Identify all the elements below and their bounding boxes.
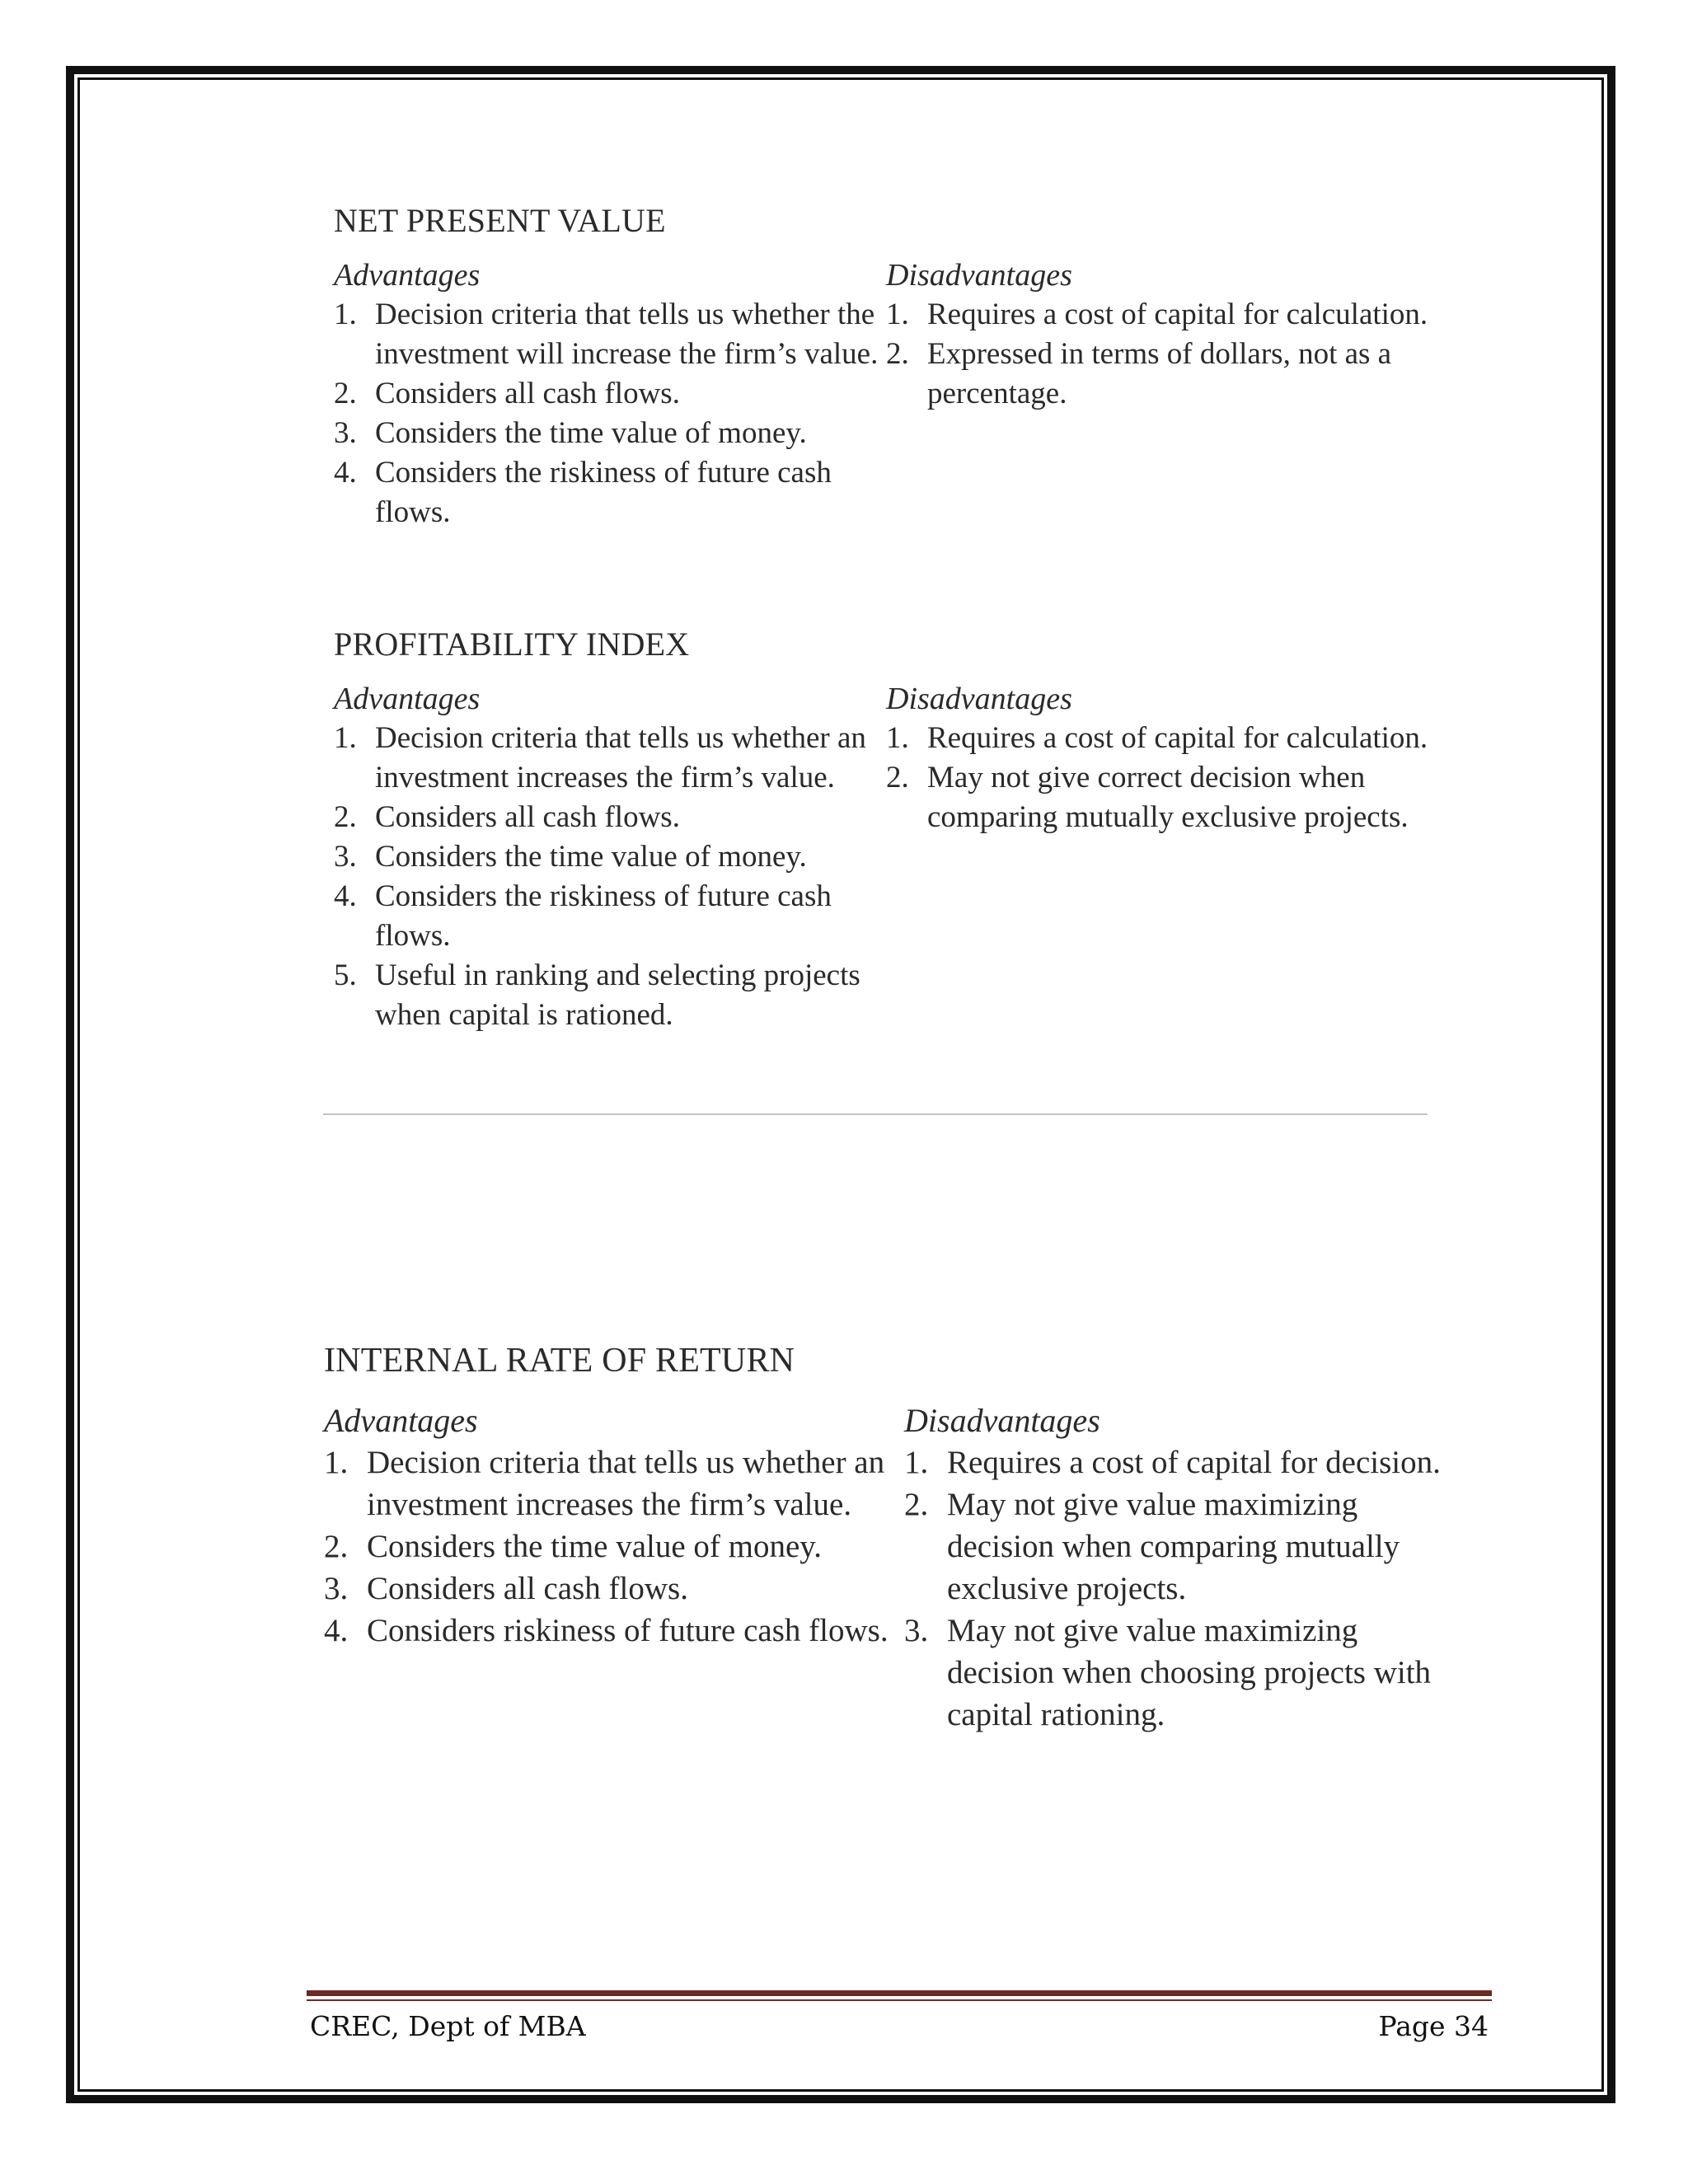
section-internal-rate-of-return [324,1343,1445,1736]
list-item-text: Considers all cash flows. [367,1571,688,1606]
list-item [334,837,886,877]
list-item [904,1610,1445,1736]
list-item-number: 2. [324,1529,349,1564]
list-item-text: Considers all cash flows. [375,377,680,410]
disadvantages-list [904,1441,1445,1736]
page-footer [310,2006,1489,2047]
list-item [334,877,886,956]
list-item-number: 2. [904,1487,929,1522]
list-item-text: May not give value maximizing decision when choosing projects with capital rationing. [947,1613,1432,1732]
disadvantages-heading: Disadvantages [886,258,1072,293]
list-item-text: Requires a cost of capital for calculation. [927,298,1428,331]
list-item-number: 4. [334,456,357,490]
list-item [886,719,1430,758]
advantages-column [334,255,886,532]
list-item-text: Considers the riskiness of future cash flows. [375,456,832,529]
list-item-number: 3. [334,416,357,450]
list-item-text: Considers the time value of money. [367,1529,823,1564]
list-item-number: 2. [334,377,357,410]
disadvantages-heading: Disadvantages [886,682,1072,716]
disadvantages-column [886,255,1430,532]
section-title: INTERNAL RATE OF RETURN [324,1342,795,1380]
list-item [324,1526,904,1568]
advantages-column [324,1399,904,1736]
list-item-number: 1. [334,721,357,755]
list-item-text: Considers the time value of money. [375,840,807,874]
page-number: Page 34 [1378,2010,1489,2042]
list-item-text: Decision criteria that tells us whether an investment increases the firm’s value. [367,1445,885,1522]
advantages-heading: Advantages [334,258,481,293]
list-item [334,295,886,374]
columns [334,679,1430,1035]
list-item-number: 2. [886,337,909,371]
list-item-text: Expressed in terms of dollars, not as a percentage. [927,337,1392,410]
list-item-text: Decision criteria that tells us whether the investment will increase the firm’s value. [375,298,879,371]
horizontal-divider [323,1113,1428,1115]
list-item [334,798,886,837]
section-title: NET PRESENT VALUE [334,202,666,239]
advantages-column [334,679,886,1035]
disadvantages-list [886,295,1430,414]
list-item-text: Requires a cost of capital for decision. [947,1445,1441,1480]
columns [334,255,1430,532]
section-net-present-value [334,204,1430,532]
list-item [324,1568,904,1610]
list-item-text: Considers the riskiness of future cash flows. [375,879,832,953]
list-item [886,335,1430,414]
list-item-text: Considers the time value of money. [375,416,807,450]
list-item [334,956,886,1035]
list-item [324,1441,904,1526]
list-item [886,295,1430,335]
list-item-number: 2. [334,800,357,834]
advantages-list [334,719,886,1035]
list-item-number: 3. [334,840,357,874]
list-item [904,1441,1445,1483]
list-item-text: Considers riskiness of future cash flows. [367,1613,889,1648]
list-item [334,414,886,453]
list-item [334,719,886,798]
footer-rule-thin [307,1999,1492,2001]
list-item-number: 2. [886,761,909,794]
list-item [886,758,1430,837]
list-item-text: Useful in ranking and selecting projects when capital is rationed. [375,958,860,1032]
list-item-number: 4. [324,1613,349,1648]
section-profitability-index [334,628,1430,1035]
list-item-text: Considers all cash flows. [375,800,680,834]
list-item-number: 1. [886,298,909,331]
disadvantages-column [904,1399,1445,1736]
columns [324,1399,1445,1736]
list-item [324,1610,904,1652]
list-item [904,1483,1445,1610]
disadvantages-list [886,719,1430,837]
list-item-number: 4. [334,879,357,913]
disadvantages-column [886,679,1430,1035]
list-item-number: 3. [324,1571,349,1606]
section-title: PROFITABILITY INDEX [334,626,690,663]
list-item-text: Requires a cost of capital for calculation. [927,721,1428,755]
list-item-text: May not give value maximizing decision when comparing mutually exclusive projects. [947,1487,1400,1606]
list-item [334,453,886,532]
list-item [334,374,886,414]
list-item-number: 1. [904,1445,929,1480]
list-item-number: 1. [886,721,909,755]
list-item-text: May not give correct decision when comparing mutually exclusive projects. [927,761,1409,834]
advantages-list [334,295,886,532]
disadvantages-heading: Disadvantages [904,1402,1100,1439]
list-item-number: 1. [324,1445,349,1480]
footer-rule-thick [307,1990,1492,1996]
list-item-number: 5. [334,958,357,992]
list-item-number: 1. [334,298,357,331]
list-item-text: Decision criteria that tells us whether an investment increases the firm’s value. [375,721,866,794]
advantages-list [324,1441,904,1652]
footer-department: CREC, Dept of MBA [310,2010,586,2042]
list-item-number: 3. [904,1613,929,1648]
advantages-heading: Advantages [334,682,481,716]
advantages-heading: Advantages [324,1402,478,1439]
